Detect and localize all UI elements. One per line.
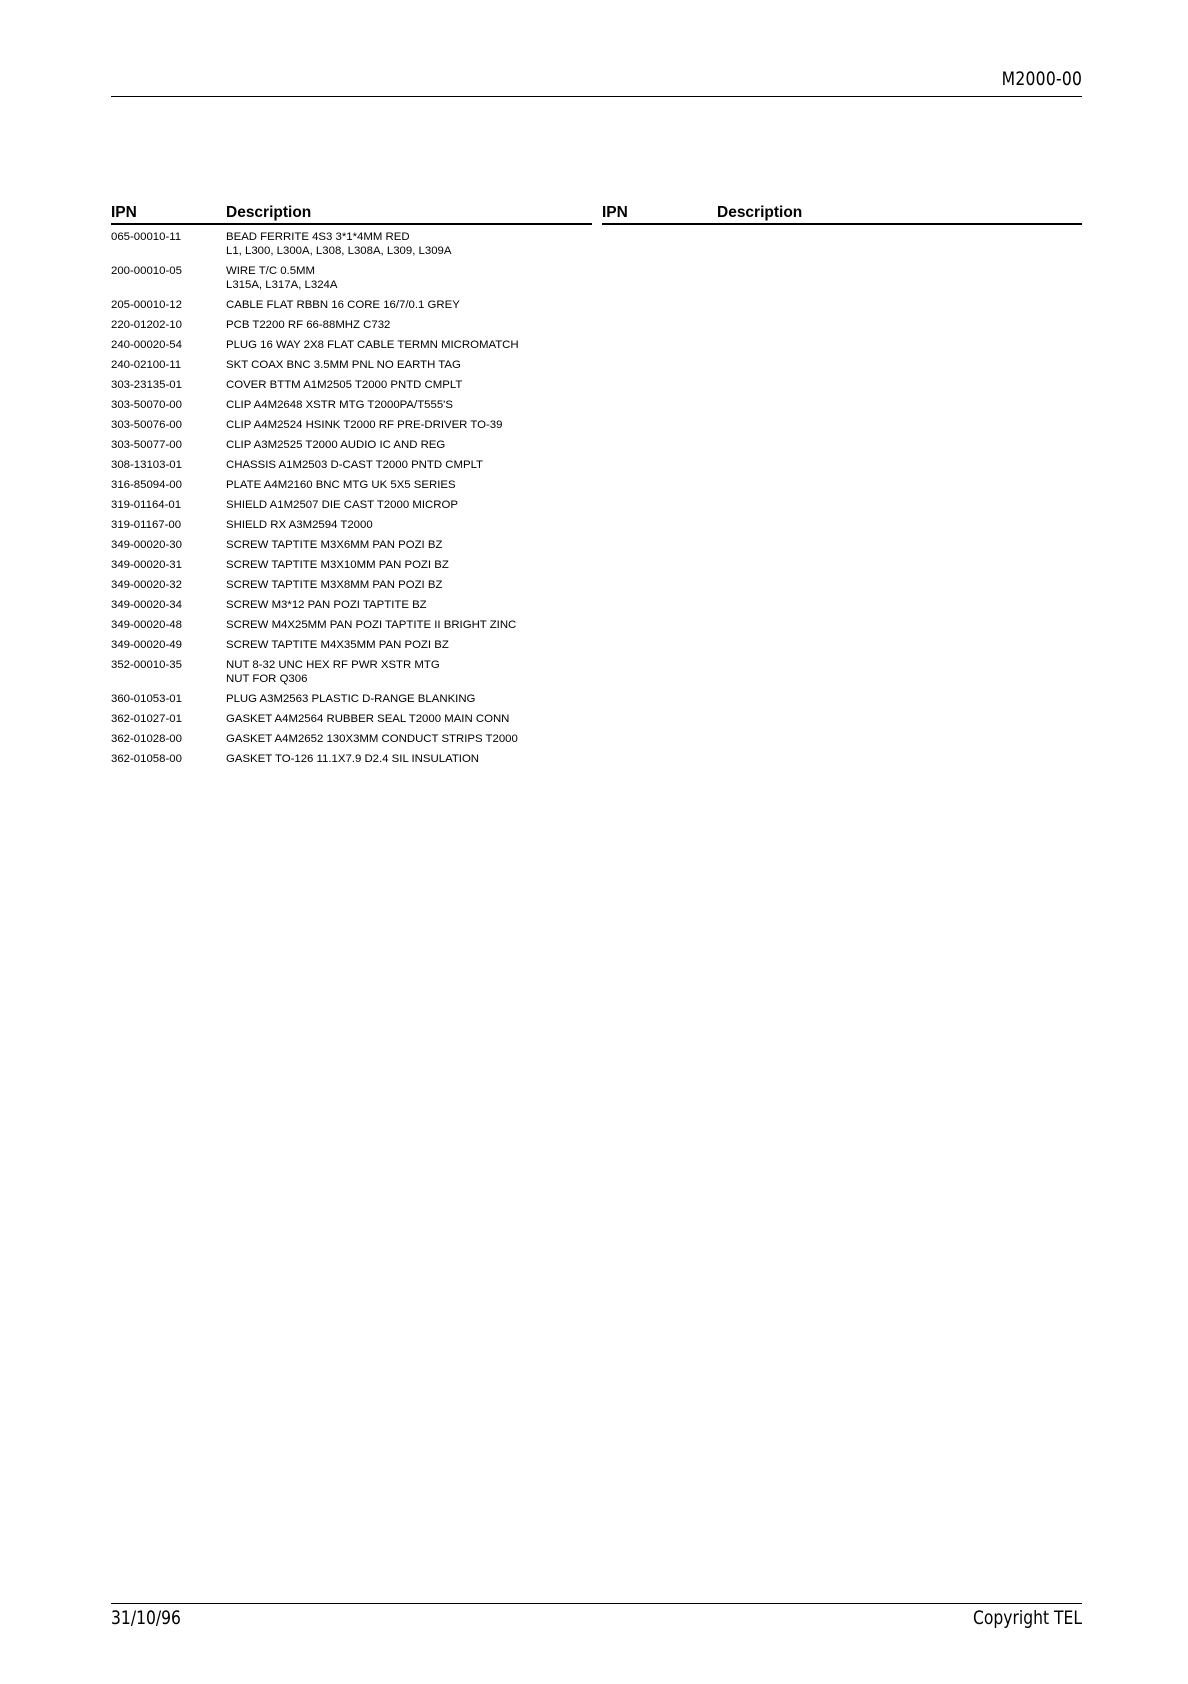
column-header-left (111, 203, 592, 225)
part-ipn: 349-00020-31 (111, 559, 182, 571)
part-ipn: 205-00010-12 (111, 299, 182, 311)
part-reference: L315A, L317A, L324A (226, 279, 338, 291)
part-description: SCREW TAPTITE M4X35MM PAN POZI BZ (226, 639, 449, 651)
part-row (111, 264, 592, 292)
part-reference: L1, L300, L300A, L308, L308A, L309, L309A (226, 245, 452, 257)
part-ipn: 200-00010-05 (111, 265, 182, 277)
part-ipn: 349-00020-30 (111, 539, 182, 551)
part-row (111, 358, 592, 372)
part-ipn: 352-00010-35 (111, 659, 182, 671)
part-description: PLATE A4M2160 BNC MTG UK 5X5 SERIES (226, 479, 456, 491)
part-description: CLIP A3M2525 T2000 AUDIO IC AND REG (226, 439, 446, 451)
part-ipn: 220-01202-10 (111, 319, 182, 331)
part-description: WIRE T/C 0.5MM (226, 265, 316, 277)
part-ipn: 303-50077-00 (111, 439, 182, 451)
part-ipn: 308-13103-01 (111, 459, 182, 471)
part-ipn: 362-01027-01 (111, 713, 182, 725)
part-row (111, 638, 592, 652)
part-row (111, 230, 592, 258)
part-ipn: 303-50076-00 (111, 419, 182, 431)
part-ipn: 240-00020-54 (111, 339, 182, 351)
part-description: SCREW TAPTITE M3X8MM PAN POZI BZ (226, 579, 443, 591)
part-row (111, 598, 592, 612)
column-header-right (602, 203, 1082, 225)
part-row (111, 378, 592, 392)
part-description: CLIP A4M2648 XSTR MTG T2000PA/T555'S (226, 399, 453, 411)
part-ipn: 349-00020-49 (111, 639, 182, 651)
part-ipn: 349-00020-34 (111, 599, 182, 611)
part-description: COVER BTTM A1M2505 T2000 PNTD CMPLT (226, 379, 463, 391)
part-row (111, 458, 592, 472)
part-description: SCREW M4X25MM PAN POZI TAPTITE II BRIGHT ZINC (226, 619, 517, 631)
part-row (111, 658, 592, 686)
part-row (111, 712, 592, 726)
part-description: CHASSIS A1M2503 D-CAST T2000 PNTD CMPLT (226, 459, 484, 471)
part-ipn: 319-01164-01 (111, 499, 182, 511)
part-ipn: 303-50070-00 (111, 399, 182, 411)
part-row (111, 558, 592, 572)
part-description: SHIELD RX A3M2594 T2000 (226, 519, 373, 531)
part-description: SHIELD A1M2507 DIE CAST T2000 MICROP (226, 499, 458, 511)
footer-rule (111, 1603, 1082, 1604)
part-ipn: 362-01058-00 (111, 753, 182, 765)
part-description: SCREW M3*12 PAN POZI TAPTITE BZ (226, 599, 427, 611)
part-description: GASKET TO-126 11.1X7.9 D2.4 SIL INSULATION (226, 753, 480, 765)
part-description: CLIP A4M2524 HSINK T2000 RF PRE-DRIVER TO-39 (226, 419, 503, 431)
part-row (111, 732, 592, 746)
ipn-header: IPN (111, 204, 137, 221)
part-ipn: 319-01167-00 (111, 519, 182, 531)
part-row (111, 518, 592, 532)
part-ipn: 362-01028-00 (111, 733, 182, 745)
part-row (111, 752, 592, 766)
part-row (111, 478, 592, 492)
part-description: BEAD FERRITE 4S3 3*1*4MM RED (226, 231, 410, 243)
part-ipn: 349-00020-48 (111, 619, 182, 631)
part-reference: NUT FOR Q306 (226, 673, 308, 685)
part-ipn: 303-23135-01 (111, 379, 182, 391)
ipn-header: IPN (602, 204, 628, 221)
part-row (111, 298, 592, 312)
part-row (111, 692, 592, 706)
part-description: SKT COAX BNC 3.5MM PNL NO EARTH TAG (226, 359, 461, 371)
part-row (111, 338, 592, 352)
description-header: Description (717, 204, 803, 221)
part-row (111, 318, 592, 332)
part-description: GASKET A4M2652 130X3MM CONDUCT STRIPS T2000 (226, 733, 518, 745)
part-description: GASKET A4M2564 RUBBER SEAL T2000 MAIN CONN (226, 713, 510, 725)
document-code: M2000-00 (1001, 68, 1082, 90)
description-header: Description (226, 204, 312, 221)
part-ipn: 065-00010-11 (111, 231, 182, 243)
part-row (111, 498, 592, 512)
part-row (111, 438, 592, 452)
part-description: PLUG A3M2563 PLASTIC D-RANGE BLANKING (226, 693, 476, 705)
part-row (111, 538, 592, 552)
part-row (111, 578, 592, 592)
part-ipn: 349-00020-32 (111, 579, 182, 591)
part-row (111, 418, 592, 432)
part-description: PLUG 16 WAY 2X8 FLAT CABLE TERMN MICROMATCH (226, 339, 519, 351)
part-description: SCREW TAPTITE M3X10MM PAN POZI BZ (226, 559, 449, 571)
part-description: NUT 8-32 UNC HEX RF PWR XSTR MTG (226, 659, 440, 671)
parts-list (111, 230, 592, 772)
part-ipn: 360-01053-01 (111, 693, 182, 705)
footer-copyright: Copyright TEL (972, 1607, 1082, 1629)
part-description: SCREW TAPTITE M3X6MM PAN POZI BZ (226, 539, 443, 551)
part-row (111, 618, 592, 632)
part-description: CABLE FLAT RBBN 16 CORE 16/7/0.1 GREY (226, 299, 460, 311)
part-ipn: 240-02100-11 (111, 359, 182, 371)
part-ipn: 316-85094-00 (111, 479, 182, 491)
header-rule (111, 96, 1082, 97)
footer-date: 31/10/96 (111, 1607, 181, 1629)
part-row (111, 398, 592, 412)
part-description: PCB T2200 RF 66-88MHZ C732 (226, 319, 391, 331)
